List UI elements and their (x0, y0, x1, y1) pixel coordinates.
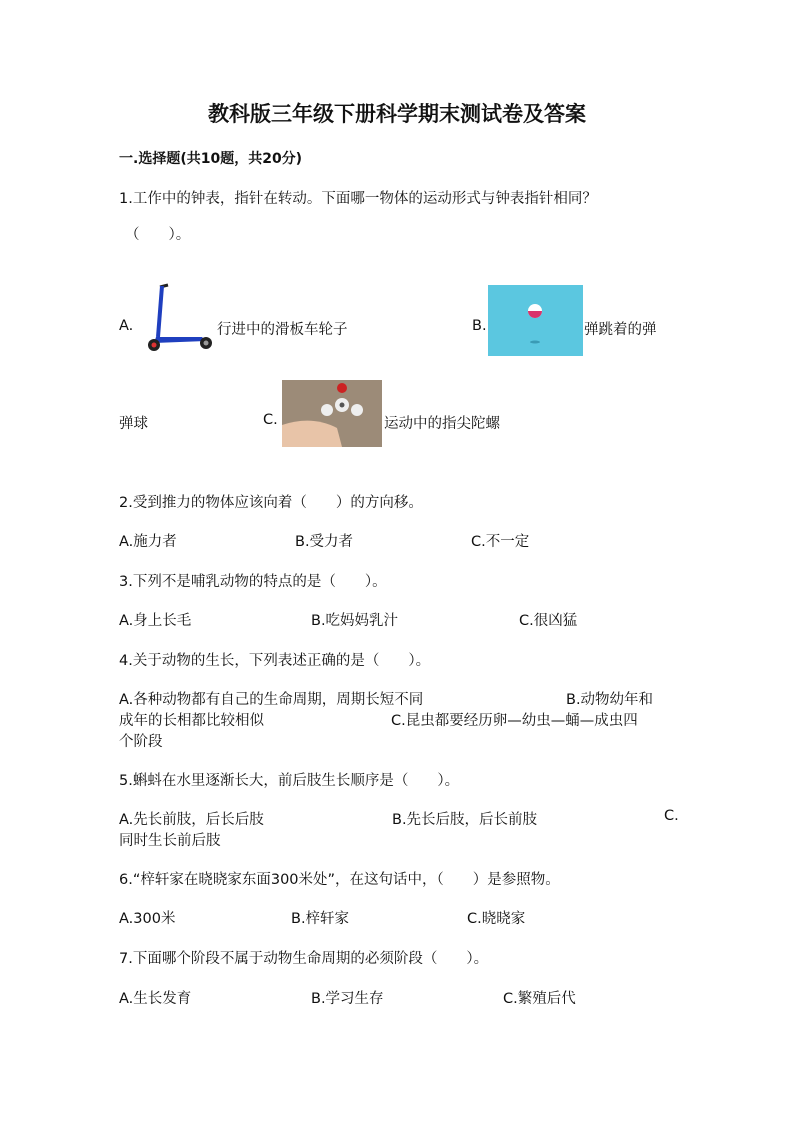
q6-option-c: C.晓晓家 (467, 911, 526, 927)
q4-option-b: B.动物幼年和 (566, 692, 654, 708)
fidget-spinner-image (282, 380, 382, 447)
bouncing-ball-image (488, 285, 583, 356)
question-4: 4.关于动物的生长，下列表述正确的是（ ）。 (119, 653, 431, 669)
q2-option-c: C.不一定 (471, 534, 530, 550)
q3-option-b: B.吃妈妈乳汁 (311, 613, 399, 629)
question-7: 7.下面哪个阶段不属于动物生命周期的必须阶段（ ）。 (119, 951, 489, 967)
q7-option-a: A.生长发育 (119, 991, 192, 1007)
q7-option-b: B.学习生存 (311, 991, 384, 1007)
q5-option-c-cont: 同时生长前后肢 (119, 833, 221, 849)
q1-option-b-label: B. (472, 318, 487, 334)
q3-option-a: A.身上长毛 (119, 613, 192, 629)
question-1: 1.工作中的钟表，指针在转动。下面哪一物体的运动形式与钟表指针相同？ (119, 191, 597, 207)
page-title: 教科版三年级下册科学期末测试卷及答案 (208, 101, 586, 126)
q4-option-c: C.昆虫都要经历卵—幼虫—蛹—成虫四 (391, 713, 638, 729)
q1-option-b-text: 弹跳着的弹 (584, 322, 657, 338)
question-2: 2.受到推力的物体应该向着（ ）的方向移。 (119, 495, 423, 511)
q1-option-b-text-cont: 弹球 (119, 416, 148, 432)
q6-option-b: B.梓轩家 (291, 911, 350, 927)
q4-option-c-cont: 个阶段 (119, 734, 163, 750)
q2-option-a: A.施力者 (119, 534, 177, 550)
q4-option-b-cont: 成年的长相都比较相似 (119, 713, 264, 729)
q7-option-c: C.繁殖后代 (503, 991, 576, 1007)
q6-option-a: A.300米 (119, 911, 176, 927)
scooter-image (140, 279, 216, 355)
q5-option-a: A.先长前肢，后长后肢 (119, 812, 264, 828)
q1-option-a-label: A. (119, 318, 134, 334)
q3-option-c: C.很凶猛 (519, 613, 578, 629)
q2-option-b: B.受力者 (295, 534, 354, 550)
question-1-blank: （ ）。 (125, 227, 191, 243)
question-6: 6.“梓轩家在晓晓家东面300米处”，在这句话中，（ ）是参照物。 (119, 872, 560, 888)
q5-option-c: C. (664, 808, 679, 824)
q1-option-c-label: C. (263, 412, 278, 428)
q1-option-a-text: 行进中的滑板车轮子 (217, 322, 348, 338)
question-5: 5.蝌蚪在水里逐渐长大，前后肢生长顺序是（ ）。 (119, 773, 460, 789)
q4-option-a: A.各种动物都有自己的生命周期，周期长短不同 (119, 692, 424, 708)
q1-option-c-text: 运动中的指尖陀螺 (384, 416, 500, 432)
section-heading: 一.选择题(共10题，共20分) (119, 151, 303, 167)
question-3: 3.下列不是哺乳动物的特点的是（ ）。 (119, 574, 387, 590)
q5-option-b: B.先长后肢，后长前肢 (392, 812, 538, 828)
